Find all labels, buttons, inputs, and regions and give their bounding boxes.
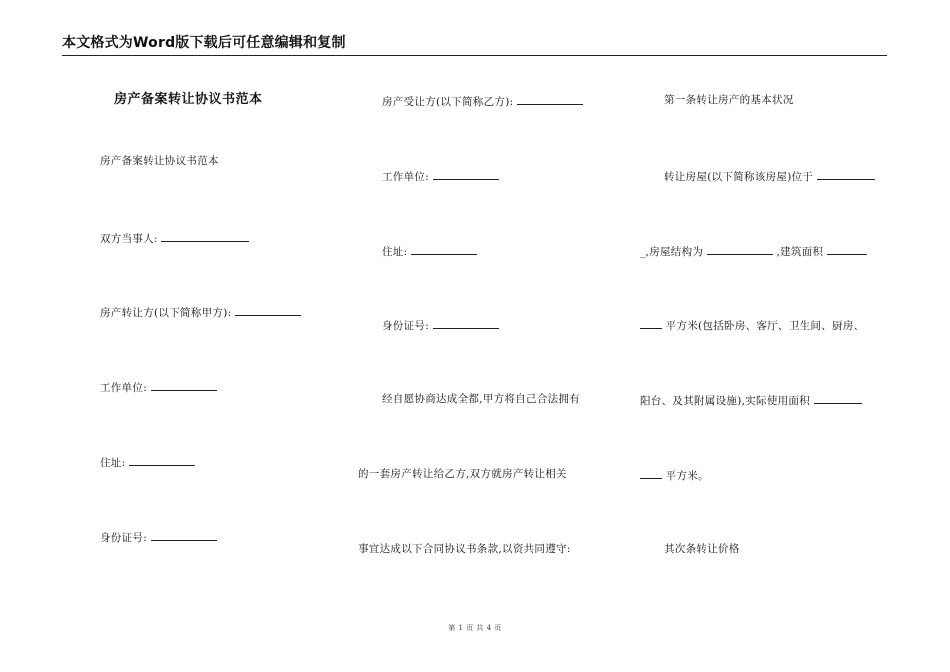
area-label: ,建筑面积: [776, 246, 824, 258]
usable-unit-blank: [640, 467, 662, 479]
location-line: [664, 168, 875, 184]
parties-blank: [161, 230, 249, 242]
id-blank-b: [433, 317, 499, 329]
document-title: 房产备案转让协议书范本: [114, 92, 263, 107]
area-blank: [827, 243, 867, 255]
subtitle-line: 房产备案转让协议书范本: [100, 155, 219, 167]
location-blank: [817, 168, 875, 180]
usable-area-label: 阳台、及其附属设施),实际使用面积: [640, 395, 811, 407]
work-unit-blank-a: [151, 379, 217, 391]
transferor-blank: [235, 304, 301, 316]
address-blank-b: [411, 243, 477, 255]
work-unit-blank-b: [433, 168, 499, 180]
usable-area-line: [640, 392, 862, 408]
transferor-line: [100, 304, 301, 320]
address-blank-a: [129, 454, 195, 466]
paragraph-line-3: 事宜达成以下合同协议书条款,以资共同遵守:: [358, 543, 571, 555]
id-line-a: [100, 529, 217, 545]
transferee-blank: [517, 93, 583, 105]
document-header: [62, 33, 887, 56]
article-2-heading: 其次条转让价格: [664, 543, 740, 555]
location-label: 转让房屋(以下简称该房屋)位于: [664, 171, 814, 183]
area-unit-line: [640, 317, 864, 333]
address-line-b: [382, 243, 477, 259]
work-unit-line-a: [100, 379, 217, 395]
address-label-b: 住址:: [382, 246, 408, 258]
id-label-a: 身份证号:: [100, 532, 148, 544]
page-footer: 第 1 页 共 4 页: [448, 624, 502, 632]
id-blank-a: [151, 529, 217, 541]
structure-line: [640, 243, 867, 259]
address-label-a: 住址:: [100, 457, 126, 469]
parties-line: [100, 230, 249, 246]
paragraph-line-2: 的一套房产转让给乙方,双方就房产转让相关: [358, 468, 567, 480]
transferor-label: 房产转让方(以下简称甲方):: [100, 307, 232, 319]
address-line-a: [100, 454, 195, 470]
id-label-b: 身份证号:: [382, 320, 430, 332]
paragraph-line-1: 经自愿协商达成全都,甲方将自己合法拥有: [382, 393, 581, 405]
structure-blank: [707, 243, 773, 255]
article-1-heading: 第一条转让房产的基本状况: [664, 94, 794, 106]
header-title: 本文格式为Word版下载后可任意编辑和复制: [62, 35, 346, 51]
usable-unit-label: 平方米。: [665, 470, 709, 482]
work-unit-label-b: 工作单位:: [382, 171, 430, 183]
parties-label: 双方当事人:: [100, 233, 158, 245]
usable-area-blank: [814, 392, 862, 404]
work-unit-label-a: 工作单位:: [100, 382, 148, 394]
transferee-line: [382, 93, 583, 109]
area-unit-blank: [640, 317, 662, 329]
area-unit-label: 平方米(包括卧房、客厅、卫生间、厨房、: [665, 320, 865, 332]
work-unit-line-b: [382, 168, 499, 184]
usable-unit-line: [640, 467, 709, 483]
structure-label: _,房屋结构为: [640, 246, 704, 258]
transferee-label: 房产受让方(以下简称乙方):: [382, 96, 514, 108]
id-line-b: [382, 317, 499, 333]
